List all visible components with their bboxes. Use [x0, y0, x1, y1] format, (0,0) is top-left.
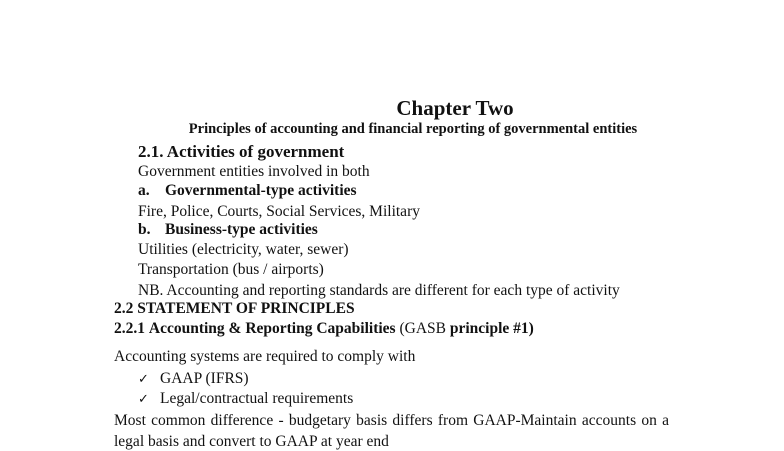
item-a-text: Fire, Police, Courts, Social Services, Military: [138, 203, 420, 220]
bullet-item: [138, 390, 353, 408]
bullet-text: Legal/contractual requirements: [160, 390, 354, 407]
item-b-marker: b.: [138, 221, 151, 238]
item-b-line-1: Utilities (electricity, water, sewer): [138, 241, 349, 258]
item-b-heading-line: [138, 221, 318, 239]
checkmark-icon: ✓: [138, 372, 149, 387]
note-text: NB. Accounting and reporting standards are different for each type of activity: [138, 282, 620, 299]
section-2-1-heading: 2.1. Activities of government: [138, 142, 345, 161]
paragraph-line-1: Most common difference - budgetary basis differs from GAAP-Maintain accounts on a: [114, 412, 670, 429]
paragraph-line-2: legal basis and convert to GAAP at year end: [114, 433, 389, 450]
chapter-subtitle: Principles of accounting and financial reporting of governmental entities: [188, 121, 638, 137]
section-2-2-heading: 2.2 STATEMENT OF PRINCIPLES: [114, 300, 355, 317]
section-2-2-1-principle: principle #1): [449, 320, 534, 337]
bullet-item: [138, 370, 249, 388]
section-2-2-1-heading: [114, 320, 534, 338]
item-b-heading: Business-type activities: [165, 221, 318, 238]
section-2-2-1-number: 2.2.1: [114, 320, 145, 337]
checkmark-icon: ✓: [138, 392, 149, 407]
comply-intro: Accounting systems are required to comply with: [114, 348, 416, 365]
item-b-line-2: Transportation (bus / airports): [138, 261, 324, 278]
section-2-2-1-paren: (GASB: [399, 320, 446, 337]
item-a-heading-line: [138, 182, 357, 200]
section-2-1-intro: Government entities involved in both: [138, 163, 370, 180]
section-2-2-1-title: Accounting & Reporting Capabilities: [148, 320, 396, 337]
bullet-text: GAAP (IFRS): [160, 370, 249, 387]
item-a-marker: a.: [138, 182, 150, 199]
item-a-heading: Governmental-type activities: [165, 182, 357, 199]
chapter-title: Chapter Two: [396, 96, 514, 120]
